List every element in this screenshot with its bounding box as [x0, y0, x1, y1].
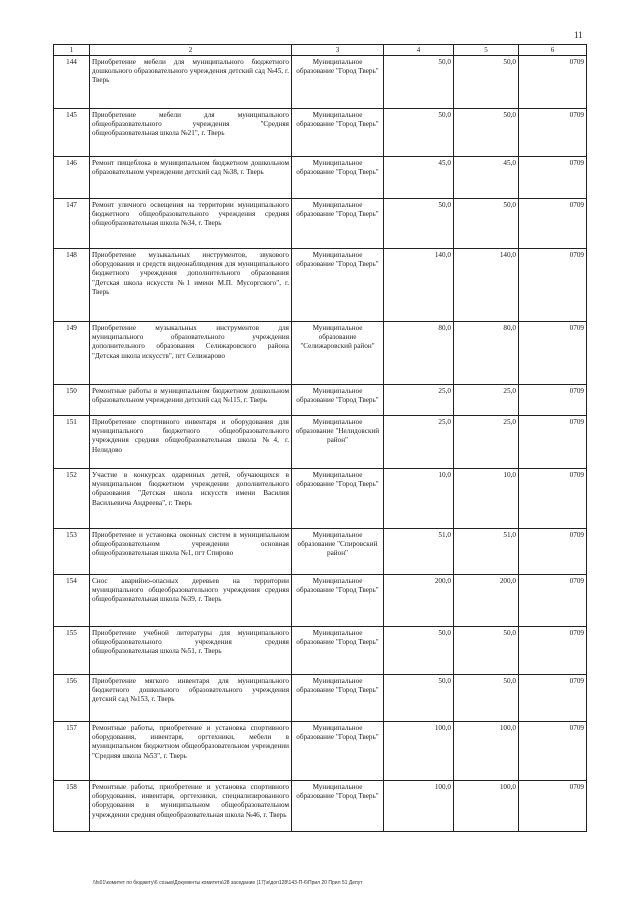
- row-organization: Муниципальное образование "Спировский район": [292, 529, 384, 575]
- row-amount-planned: 100,0: [384, 781, 454, 832]
- row-description: Ремонтные работы, приобретение и установка спортивного оборудования, инвентаря, оргтехники, мебели в муниципальном бюджетном общеобразовательном учреждении "Средняя школа №53", г. Тверь: [90, 722, 292, 781]
- table-row: [54, 157, 587, 199]
- table-body: [54, 56, 587, 832]
- row-number: 144: [54, 56, 90, 109]
- table-row: [54, 627, 587, 675]
- row-amount-approved: 50,0: [454, 627, 519, 675]
- row-description: Приобретение спортивного инвентаря и оборудования для муниципального бюджетного общеобразовательного учреждения средняя общеобразовательная школа №4, г. Нелидово: [90, 416, 292, 469]
- row-amount-planned: 25,0: [384, 416, 454, 469]
- row-section-code: 0709: [519, 249, 587, 322]
- column-header: 1: [54, 45, 90, 56]
- row-description: Ремонт пищеблока в муниципальном бюджетном дошкольном образовательном учреждении детский сад №38, г. Тверь: [90, 157, 292, 199]
- row-organization: Муниципальное образование "Город Тверь": [292, 109, 384, 157]
- row-amount-approved: 50,0: [454, 56, 519, 109]
- row-organization: Муниципальное образование "Город Тверь": [292, 781, 384, 832]
- row-amount-approved: 50,0: [454, 199, 519, 249]
- row-amount-planned: 100,0: [384, 722, 454, 781]
- row-number: 153: [54, 529, 90, 575]
- row-amount-planned: 140,0: [384, 249, 454, 322]
- row-section-code: 0709: [519, 109, 587, 157]
- row-number: 151: [54, 416, 90, 469]
- row-description: Участие в конкурсах одаренных детей, обучающихся в муниципальном бюджетном учреждении дополнительного образования "Детская школа искусств имени Василия Васильевича Андреева", г. Тверь: [90, 469, 292, 529]
- table-row: [54, 529, 587, 575]
- row-amount-approved: 140,0: [454, 249, 519, 322]
- row-number: 155: [54, 627, 90, 675]
- row-number: 157: [54, 722, 90, 781]
- row-description: Ремонт уличного освещения на территории муниципального бюджетного общеобразовательного учреждения средняя общеобразовательная школа №34, г. Тверь: [90, 199, 292, 249]
- row-organization: Муниципальное образование "Город Тверь": [292, 722, 384, 781]
- table-row: [54, 109, 587, 157]
- row-amount-planned: 50,0: [384, 675, 454, 722]
- row-section-code: 0709: [519, 575, 587, 627]
- row-organization: Муниципальное образование "Город Тверь": [292, 469, 384, 529]
- row-section-code: 0709: [519, 322, 587, 385]
- row-section-code: 0709: [519, 385, 587, 416]
- row-amount-planned: 50,0: [384, 199, 454, 249]
- budget-table: [53, 44, 587, 832]
- row-description: Снос аварийно-опасных деревьев на территории муниципального общеобразовательного учреждения средняя общеобразовательная школа №39, г. Тверь: [90, 575, 292, 627]
- row-amount-planned: 51,0: [384, 529, 454, 575]
- row-section-code: 0709: [519, 529, 587, 575]
- row-organization: Муниципальное образование "Город Тверь": [292, 199, 384, 249]
- row-amount-planned: 25,0: [384, 385, 454, 416]
- row-section-code: 0709: [519, 722, 587, 781]
- column-header: 6: [519, 45, 587, 56]
- row-amount-planned: 10,0: [384, 469, 454, 529]
- row-amount-planned: 50,0: [384, 56, 454, 109]
- row-section-code: 0709: [519, 416, 587, 469]
- table-row: [54, 722, 587, 781]
- row-number: 149: [54, 322, 90, 385]
- row-description: Приобретение музыкальных инструментов для муниципального образовательного учреждения дополнительного образования Селижаровского района "Детская школа искусств", пгт Селижарово: [90, 322, 292, 385]
- row-organization: Муниципальное образование "Селижаровский район": [292, 322, 384, 385]
- table-row: [54, 781, 587, 832]
- table-row: [54, 469, 587, 529]
- row-amount-approved: 100,0: [454, 781, 519, 832]
- row-organization: Муниципальное образование "Город Тверь": [292, 157, 384, 199]
- row-section-code: 0709: [519, 675, 587, 722]
- row-section-code: 0709: [519, 56, 587, 109]
- column-header: 2: [90, 45, 292, 56]
- row-amount-approved: 50,0: [454, 675, 519, 722]
- row-amount-approved: 200,0: [454, 575, 519, 627]
- row-amount-approved: 51,0: [454, 529, 519, 575]
- row-description: Ремонтные работы в муниципальном бюджетном дошкольном образовательном учреждении детский сад №115, г. Тверь: [90, 385, 292, 416]
- row-organization: Муниципальное образование "Нелидовский район": [292, 416, 384, 469]
- column-header: 3: [292, 45, 384, 56]
- row-amount-approved: 25,0: [454, 385, 519, 416]
- table-row: [54, 322, 587, 385]
- row-section-code: 0709: [519, 199, 587, 249]
- page-number: 11: [574, 30, 583, 40]
- row-organization: Муниципальное образование "Город Тверь": [292, 627, 384, 675]
- row-description: Приобретение мягкого инвентаря для муниципального бюджетного дошкольного образовательного учреждения детский сад №153, г. Тверь: [90, 675, 292, 722]
- row-organization: Муниципальное образование "Город Тверь": [292, 249, 384, 322]
- row-number: 148: [54, 249, 90, 322]
- table-row: [54, 199, 587, 249]
- column-number-row: [54, 45, 587, 56]
- row-organization: Муниципальное образование "Город Тверь": [292, 575, 384, 627]
- column-header: 5: [454, 45, 519, 56]
- file-path-footer: \\fs01\комитет по бюджету\6 созыв\Документы комитета\28 заседание (17)\к\доп128\143-П-6\Прил 20 Прил 51 Депут: [93, 880, 363, 886]
- row-amount-planned: 50,0: [384, 109, 454, 157]
- row-amount-approved: 25,0: [454, 416, 519, 469]
- row-number: 152: [54, 469, 90, 529]
- row-description: Приобретение мебели для муниципального бюджетного дошкольного образовательного учреждения детский сад №45, г. Тверь: [90, 56, 292, 109]
- row-amount-approved: 80,0: [454, 322, 519, 385]
- table-row: [54, 385, 587, 416]
- row-section-code: 0709: [519, 781, 587, 832]
- row-amount-approved: 50,0: [454, 109, 519, 157]
- row-amount-approved: 10,0: [454, 469, 519, 529]
- row-organization: Муниципальное образование "Город Тверь": [292, 385, 384, 416]
- row-amount-planned: 45,0: [384, 157, 454, 199]
- row-number: 146: [54, 157, 90, 199]
- table-row: [54, 416, 587, 469]
- table-row: [54, 249, 587, 322]
- row-amount-approved: 100,0: [454, 722, 519, 781]
- row-number: 145: [54, 109, 90, 157]
- row-description: Приобретение музыкальных инструментов, звукового оборудования и средств видеонаблюдения для муниципального бюджетного учреждения дополнительного образования "Детская школа искусств №1 имени М.П. Мусоргского", г. Тверь: [90, 249, 292, 322]
- row-section-code: 0709: [519, 157, 587, 199]
- row-description: Ремонтные работы, приобретение и установка спортивного оборудования, инвентаря, оргтехники, специализированного оборудования в муниципальном общеобразовательном учреждении средняя общеобразовательная школа №46, г. Тверь: [90, 781, 292, 832]
- column-header: 4: [384, 45, 454, 56]
- table-row: [54, 675, 587, 722]
- row-number: 156: [54, 675, 90, 722]
- table-row: [54, 56, 587, 109]
- row-amount-planned: 50,0: [384, 627, 454, 675]
- row-description: Приобретение и установка оконных систем в муниципальном общеобразовательном учреждении основная общеобразовательная школа №1, пгт Спирово: [90, 529, 292, 575]
- row-number: 158: [54, 781, 90, 832]
- row-organization: Муниципальное образование "Город Тверь": [292, 56, 384, 109]
- row-section-code: 0709: [519, 627, 587, 675]
- row-organization: Муниципальное образование "Город Тверь": [292, 675, 384, 722]
- row-amount-planned: 200,0: [384, 575, 454, 627]
- row-amount-approved: 45,0: [454, 157, 519, 199]
- row-number: 147: [54, 199, 90, 249]
- row-number: 150: [54, 385, 90, 416]
- table-row: [54, 575, 587, 627]
- row-amount-planned: 80,0: [384, 322, 454, 385]
- row-number: 154: [54, 575, 90, 627]
- row-description: Приобретение мебели для муниципального общеобразовательного учреждения "Средняя общеобразовательная школа №21", г. Тверь: [90, 109, 292, 157]
- row-section-code: 0709: [519, 469, 587, 529]
- row-description: Приобретение учебной литературы для муниципального общеобразовательного учреждения средняя общеобразовательная школа №51, г. Тверь: [90, 627, 292, 675]
